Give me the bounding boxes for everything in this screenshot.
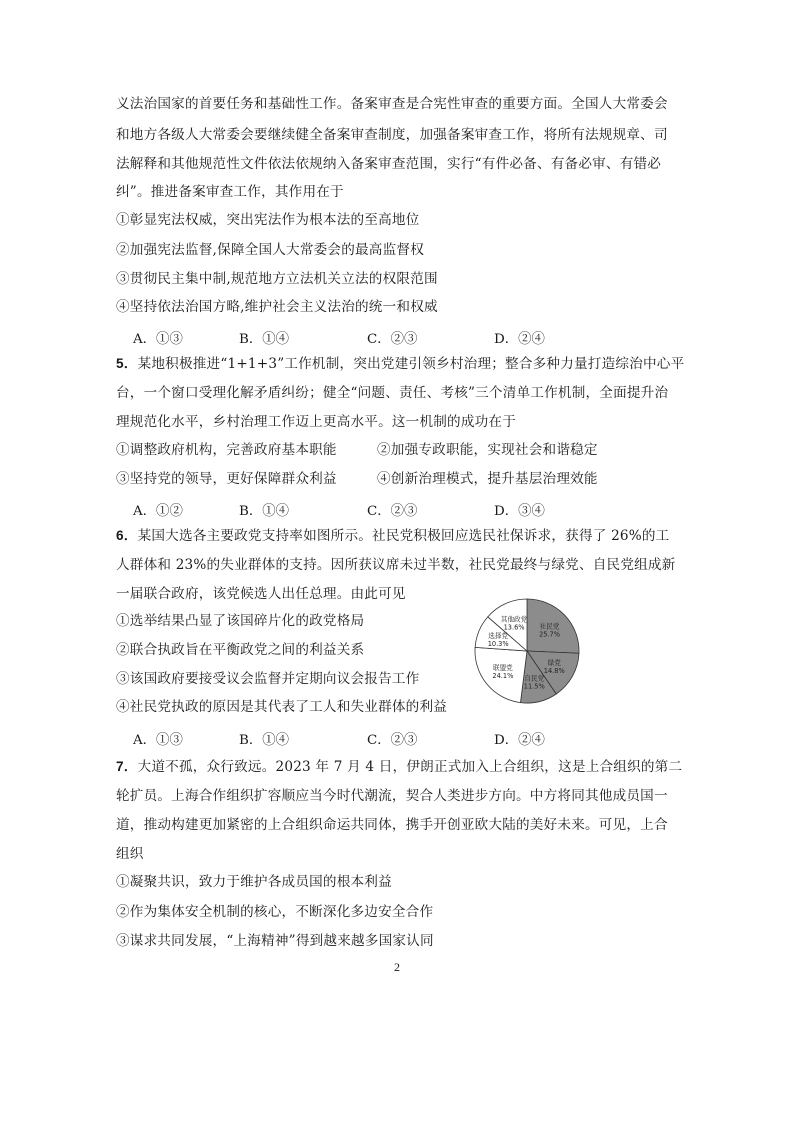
q6-option-c: C．②③ (367, 733, 418, 748)
q7-statement-2: ②作为集体安全机制的核心，不断深化多边安全合作 (116, 904, 434, 920)
q5-option-b: B．①④ (239, 504, 290, 519)
q6-statement-4: ④社民党执政的原因是其代表了工人和失业群体的利益 (116, 699, 448, 715)
q4-statement-2: ②加强宪法监督,保障全国人大常委会的最高监督权 (116, 242, 424, 258)
q6-stem-line: 6．某国大选各主要政党支持率如图所示。社民党积极回应选民社保诉求，获得了 26%的工 (116, 528, 670, 544)
q6-stem-line: 人群体和 23%的失业群体的支持。因所获议席未过半数，社民党最终与绿党、自民党组成新 (116, 557, 676, 573)
q5-statement-1: ①调整政府机构，完善政府基本职能 (116, 442, 337, 458)
q4-option-c: C．②③ (367, 332, 418, 347)
q4-text-line: 纠”。推进备案审查工作，其作用在于 (116, 184, 344, 200)
q4-text-line: 法解释和其他规范性文件依法依规纳入备案审查范围，实行“有件必备、有备必审、有错必 (116, 156, 662, 172)
q4-option-d: D．②④ (494, 332, 545, 347)
q5-statement-4: ④创新治理模式，提升基层治理效能 (377, 471, 598, 487)
q6-statement-1: ①选举结果凸显了该国碎片化的政党格局 (116, 613, 365, 629)
q6-stem-line: 一届联合政府，该党候选人出任总理。由此可见 (116, 586, 406, 602)
q6-option-a: A．①③ (133, 733, 183, 748)
party-support-pie-chart (460, 597, 594, 705)
pie-label-name: 自民党 (524, 674, 545, 683)
q6-number: 6． (116, 528, 138, 543)
q5-statement-2: ②加强专政职能，实现社会和谐稳定 (377, 442, 598, 458)
q7-stem-line: 组织 (116, 846, 144, 862)
q5-stem-line: 台，一个窗口受理化解矛盾纠纷；健全“问题、责任、考核”三个清单工作机制，全面提升治 (116, 385, 669, 401)
q5-statement-3: ③坚持党的领导，更好保障群众利益 (116, 471, 337, 487)
q7-stem-line: 7．大道不孤，众行致远。2023 年 7 月 4 日，伊朗正式加入上合组织，这是上合组织的第二 (116, 759, 683, 775)
q4-text-line: 义法治国家的首要任务和基础性工作。备案审查是合宪性审查的重要方面。全国人大常委会 (116, 96, 668, 112)
pie-label-name: 其他政党 (500, 615, 528, 624)
pie-label-value: 25.7% (539, 630, 561, 639)
pie-label-name: 联盟党 (493, 663, 513, 672)
q4-text-line: 和地方各级人大常委会要继续健全备案审查制度，加强备案审查工作，将所有法规规章、司 (116, 127, 668, 143)
q7-stem-line: 轮扩员。上海合作组织扩容顺应当今时代潮流，契合人类进步方向。中方将同其他成员国一 (116, 788, 668, 804)
q5-option-a: A．①② (133, 504, 183, 519)
q4-statement-1: ①彰显宪法权威，突出宪法作为根本法的至高地位 (116, 212, 420, 228)
q5-option-c: C．②③ (367, 504, 418, 519)
q6-option-d: D．②④ (494, 733, 545, 748)
q4-statement-3: ③贯彻民主集中制,规范地方立法机关立法的权限范围 (116, 271, 438, 287)
pie-label-value: 24.1% (492, 671, 514, 680)
pie-label-name: 社民党 (539, 622, 560, 631)
q5-stem-line: 理规范化水平，乡村治理工作迈上更高水平。这一机制的成功在于 (116, 414, 517, 430)
q7-number: 7． (116, 759, 138, 774)
q7-stem-line: 道，推动构建更加紧密的上合组织命运共同体，携手开创亚欧大陆的美好未来。可见，上合 (116, 817, 668, 833)
q7-statement-1: ①凝聚共识，致力于维护各成员国的根本利益 (116, 874, 392, 890)
q6-option-b: B．①④ (239, 733, 290, 748)
pie-label-value: 13.6% (503, 623, 525, 632)
q6-statement-2: ②联合执政旨在平衡政党之间的利益关系 (116, 642, 365, 658)
q5-stem-line: 5．某地积极推进“1+1+3”工作机制，突出党建引领乡村治理；整合多种力量打造综治中心平 (116, 356, 685, 372)
page-number: 2 (394, 960, 400, 974)
q7-statement-3: ③谋求共同发展，“上海精神”得到越来越多国家认同 (116, 933, 434, 949)
pie-label-value: 11.5% (523, 682, 545, 691)
q4-option-b: B．①④ (239, 332, 290, 347)
pie-label-value: 14.8% (543, 667, 565, 676)
q5-number: 5． (116, 356, 138, 371)
q4-option-a: A．①③ (133, 332, 183, 347)
pie-label-value: 10.3% (487, 640, 509, 649)
q5-option-d: D．③④ (494, 504, 545, 519)
pie-label-name: 绿党 (547, 659, 561, 668)
q6-statement-3: ③该国政府要接受议会监督并定期向议会报告工作 (116, 671, 420, 687)
pie-label-name: 选择党 (488, 632, 509, 641)
q4-statement-4: ④坚持依法治国方略,维护社会主义法治的统一和权威 (116, 299, 438, 315)
